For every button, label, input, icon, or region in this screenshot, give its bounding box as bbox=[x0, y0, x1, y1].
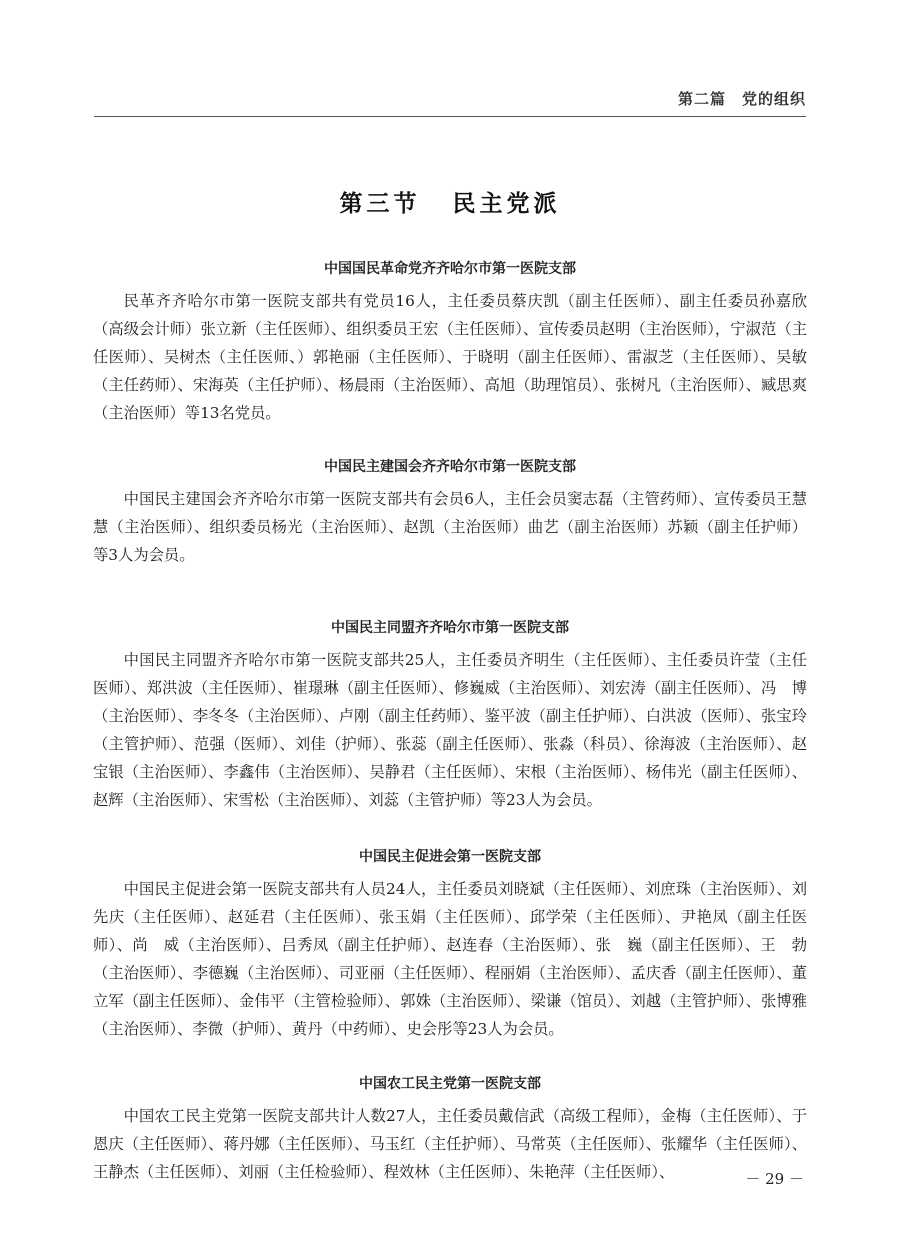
org-block-capd bbox=[93, 846, 807, 1043]
page-number: － 29 － bbox=[745, 1170, 804, 1188]
org-body: 中国民主促进会第一医院支部共有人员24人，主任委员刘晓斌（主任医师）、刘庶珠（主治医师）、刘先庆（主任医师）、赵延君（主任医师）、张玉娟（主任医师）、邱学荣（主任医师）、尹艳凤（副主任医师）、尚 威（主治医师）、吕秀凤（副主任护师）、赵连春（主治医师）、张 巍（副主任医师）、王 勃（主治医师）、李德巍（主治医师）、司亚丽（主任医师）、程丽娟（主治医师）、孟庆香（副主任医师）、董立军（副主任医师）、金伟平（主管检验师）、郭姝（主治医师）、梁谦（馆员）、刘越（主管护师）、张博雅（主治医师）、李微（护师）、黄丹（中药师）、史会彤等23人为会员。 bbox=[93, 880, 807, 1038]
org-block-cndca bbox=[93, 456, 807, 569]
org-block-kmt bbox=[93, 258, 807, 427]
org-block-cpwdp bbox=[93, 1073, 807, 1186]
page-header bbox=[94, 88, 806, 118]
org-heading: 中国民主同盟齐齐哈尔市第一医院支部 bbox=[331, 620, 569, 636]
org-heading: 中国民主促进会第一医院支部 bbox=[359, 849, 541, 865]
org-heading: 中国民主建国会齐齐哈尔市第一医院支部 bbox=[324, 459, 576, 475]
section-title bbox=[0, 185, 900, 218]
org-body: 中国民主建国会齐齐哈尔市第一医院支部共有会员6人，主任会员窦志磊（主管药师）、宣传委员王慧慧（主治医师）、组织委员杨光（主治医师）、赵凯（主治医师）曲艺（副主治医师）苏颖（副主任护师）等3人为会员。 bbox=[93, 490, 807, 564]
org-block-cdl bbox=[93, 617, 807, 814]
org-body: 民革齐齐哈尔市第一医院支部共有党员16人，主任委员蔡庆凯（副主任医师）、副主任委员孙嘉欣（高级会计师）张立新（主任医师）、组织委员王宏（主任医师）、宣传委员赵明（主治医师），宁淑范（主任医师）、吴树杰（主任医师、）郭艳丽（主任医师）、于晓明（副主任医师）、雷淑芝（主任医师）、吴敏（主任药师）、宋海英（主任护师）、杨晨雨（主治医师）、高旭（助理馆员）、张树凡（主治医师）、臧思爽（主治医师）等13名党员。 bbox=[93, 292, 807, 422]
org-body: 中国民主同盟齐齐哈尔市第一医院支部共25人，主任委员齐明生（主任医师）、主任委员许莹（主任医师）、郑洪波（主任医师）、崔璟琳（副主任医师）、修巍威（主治医师）、刘宏涛（副主任医师）、冯 博（主治医师）、李冬冬（主治医师）、卢刚（副主任药师）、鉴平波（副主任护师）、白洪波（医师）、张宝玲（主管护师）、范强（医师）、刘佳（护师）、张蕊（副主任医师）、张淼（科员）、徐海波（主治医师）、赵宝银（主治医师）、李鑫伟（主治医师）、吴静君（主任医师）、宋根（主治医师）、杨伟光（副主任医师）、赵辉（主治医师）、宋雪松（主治医师）、刘蕊（主管护师）等23人为会员。 bbox=[93, 651, 807, 809]
section-number: 第三节 bbox=[339, 190, 421, 217]
page-content bbox=[93, 258, 807, 1186]
section-name: 民主党派 bbox=[452, 190, 561, 217]
org-body: 中国农工民主党第一医院支部共计人数27人，主任委员戴信武（高级工程师），金梅（主任医师）、于恩庆（主任医师）、蒋丹娜（主任医师）、马玉红（主任护师）、马常英（主任医师）、张耀华（主任医师）、王静杰（主任医师）、刘丽（主任检验师）、程效林（主任医师）、朱艳萍（主任医师）、 bbox=[93, 1107, 807, 1181]
running-head: 第二篇 党的组织 bbox=[677, 90, 806, 108]
header-rule bbox=[94, 116, 806, 117]
org-heading: 中国农工民主党第一医院支部 bbox=[359, 1076, 541, 1092]
org-heading: 中国国民革命党齐齐哈尔市第一医院支部 bbox=[324, 261, 576, 277]
